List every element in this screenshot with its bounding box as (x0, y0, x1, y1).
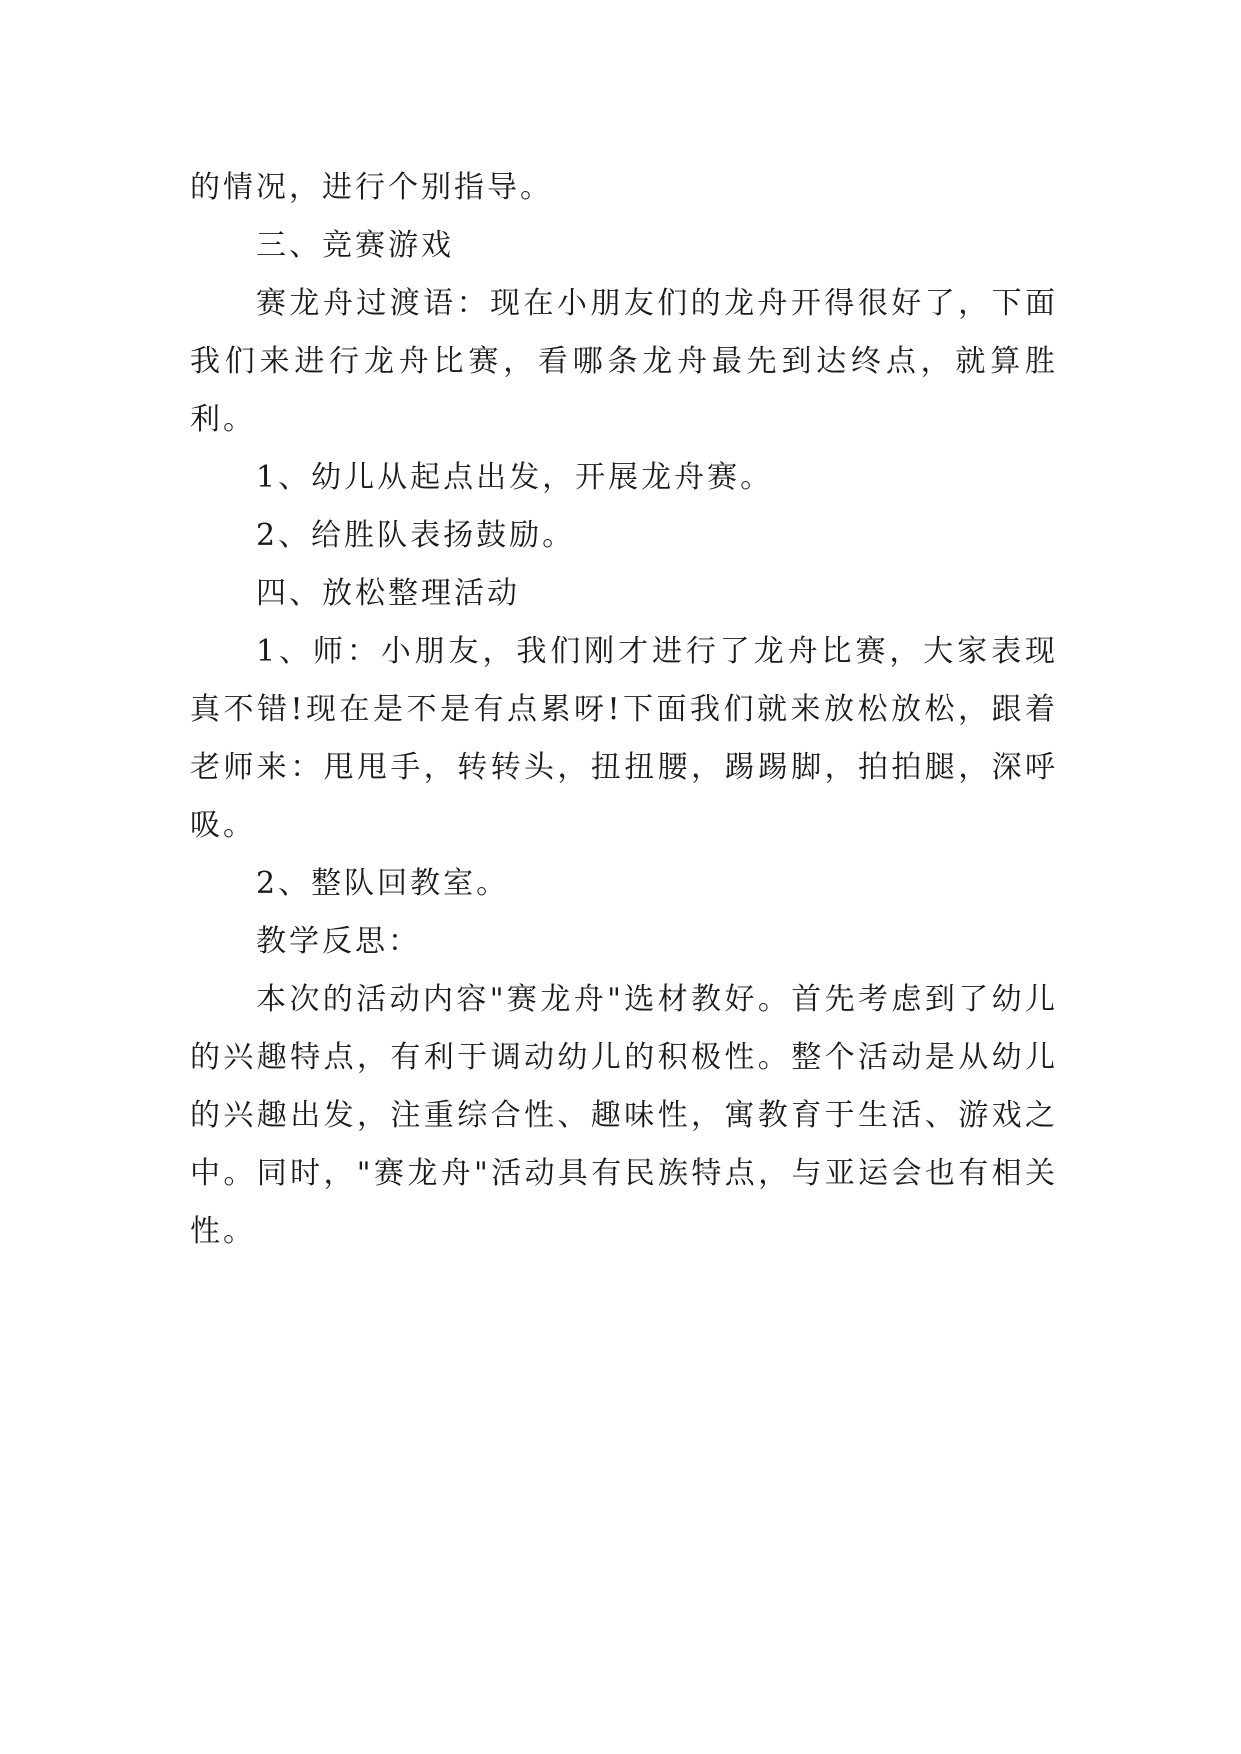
list-item-praise-winners: 2、给胜队表扬鼓励。 (256, 518, 576, 553)
section-heading-teaching-reflection: 教学反思： (256, 924, 421, 959)
section-heading-competition-game: 三、竞赛游戏 (256, 228, 454, 263)
paragraph-reflection: 本次的活动内容"赛龙舟"选材教好。首先考虑到了幼儿的兴趣特点，有利于调动幼儿的积极性。整个活动是从幼儿的兴趣出发，注重综合性、趣味性，寓教育于生活、游戏之中。同时，"赛龙舟"活动具有民族特点，与亚运会也有相关性。 (190, 982, 1058, 1249)
paragraph-transition-speech: 赛龙舟过渡语：现在小朋友们的龙舟开得很好了，下面我们来进行龙舟比赛，看哪条龙舟最先到达终点，就算胜利。 (190, 286, 1058, 437)
paragraph-continuation: 的情况，进行个别指导。 (190, 170, 553, 205)
document-body (190, 159, 1058, 1261)
paragraph-teacher-relax-instructions: 1、师：小朋友，我们刚才进行了龙舟比赛，大家表现真不错!现在是不是有点累呀!下面我们就来放松放松，跟着老师来：甩甩手，转转头，扭扭腰，踢踢脚，拍拍腿，深呼吸。 (190, 634, 1058, 843)
list-item-start-race: 1、幼儿从起点出发，开展龙舟赛。 (256, 460, 774, 495)
section-heading-relaxation: 四、放松整理活动 (256, 576, 520, 611)
list-item-return-classroom: 2、整队回教室。 (256, 866, 510, 901)
